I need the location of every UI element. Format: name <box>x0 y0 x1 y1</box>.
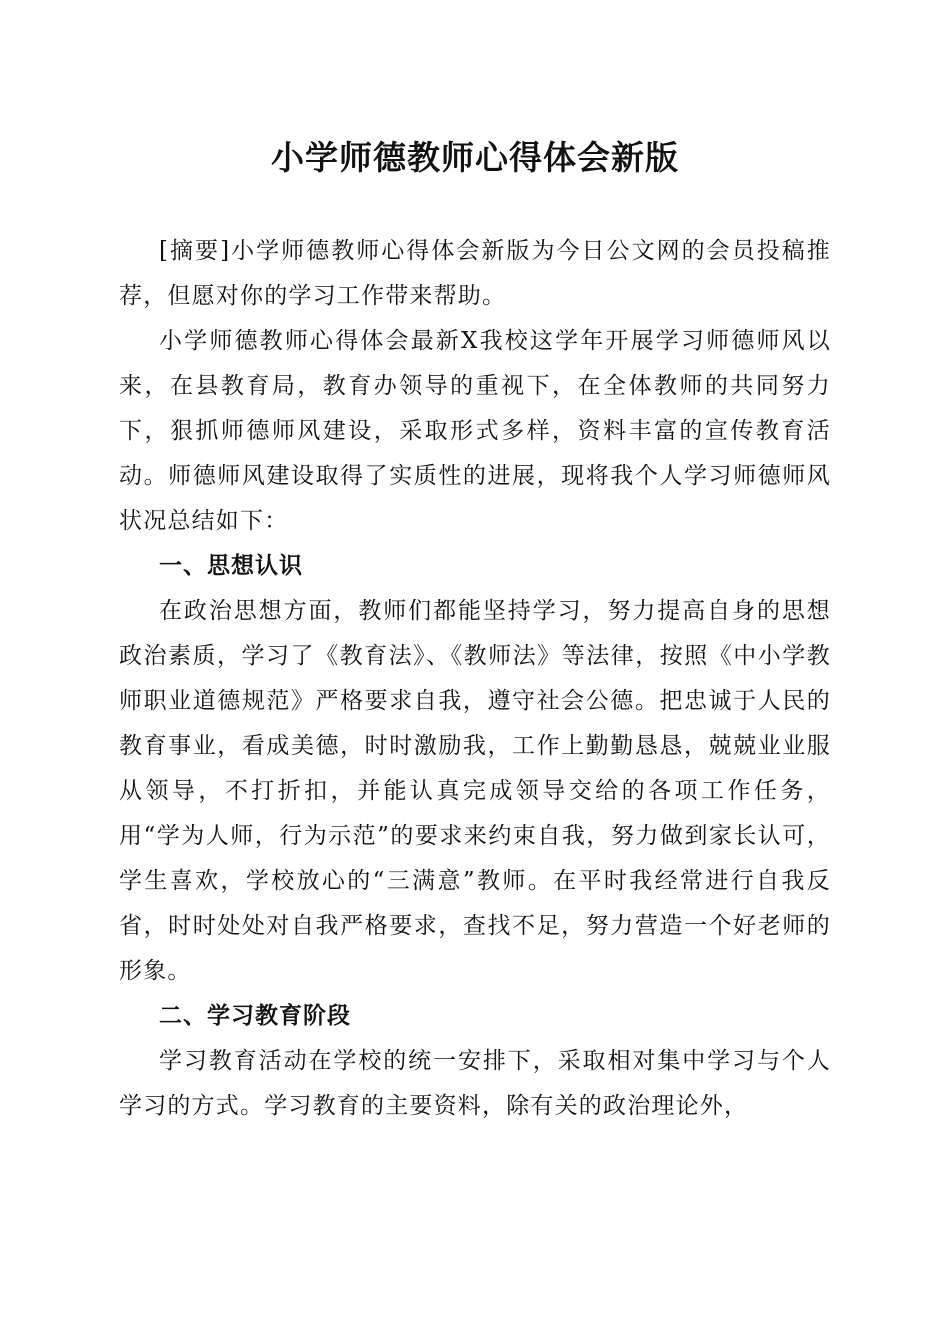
section-1-paragraph: 在政治思想方面，教师们都能坚持学习，努力提高自身的思想政治素质，学习了《教育法》、《教师法》等法律，按照《中小学教师职业道德规范》严格要求自我，遵守社会公德。把忠诚于人民的教育事业，看成美德，时时激励我，工作上勤勤恳恳，兢兢业业服从领导，不打折扣，并能认真完成领导交给的各项工作任务，用“学为人师，行为示范”的要求来约束自我，努力做到家长认可，学生喜欢，学校放心的“三满意”教师。在平时我经常进行自我反省，时时处处对自我严格要求，查找不足，努力营造一个好老师的形象。 <box>119 598 831 984</box>
document-title: 小学师德教师心得体会新版 <box>271 138 679 177</box>
document-body <box>119 229 831 1129</box>
section-2-paragraph: 学习教育活动在学校的统一安排下，采取相对集中学习与个人学习的方式。学习教育的主要资料，除有关的政治理论外， <box>119 1048 831 1119</box>
abstract-paragraph: [摘要]小学师德教师心得体会新版为今日公文网的会员投稿推荐，但愿对你的学习工作带来帮助。 <box>119 238 831 309</box>
section-heading-1: 一、思想认识 <box>159 553 303 579</box>
section-heading-2: 二、学习教育阶段 <box>159 1003 351 1029</box>
intro-paragraph: 小学师德教师心得体会最新X我校这学年开展学习师德师风以来，在县教育局，教育办领导的重视下，在全体教师的共同努力下，狠抓师德师风建设，采取形式多样，资料丰富的宣传教育活动。师德师风建设取得了实质性的进展，现将我个人学习师德师风状况总结如下： <box>119 328 831 534</box>
